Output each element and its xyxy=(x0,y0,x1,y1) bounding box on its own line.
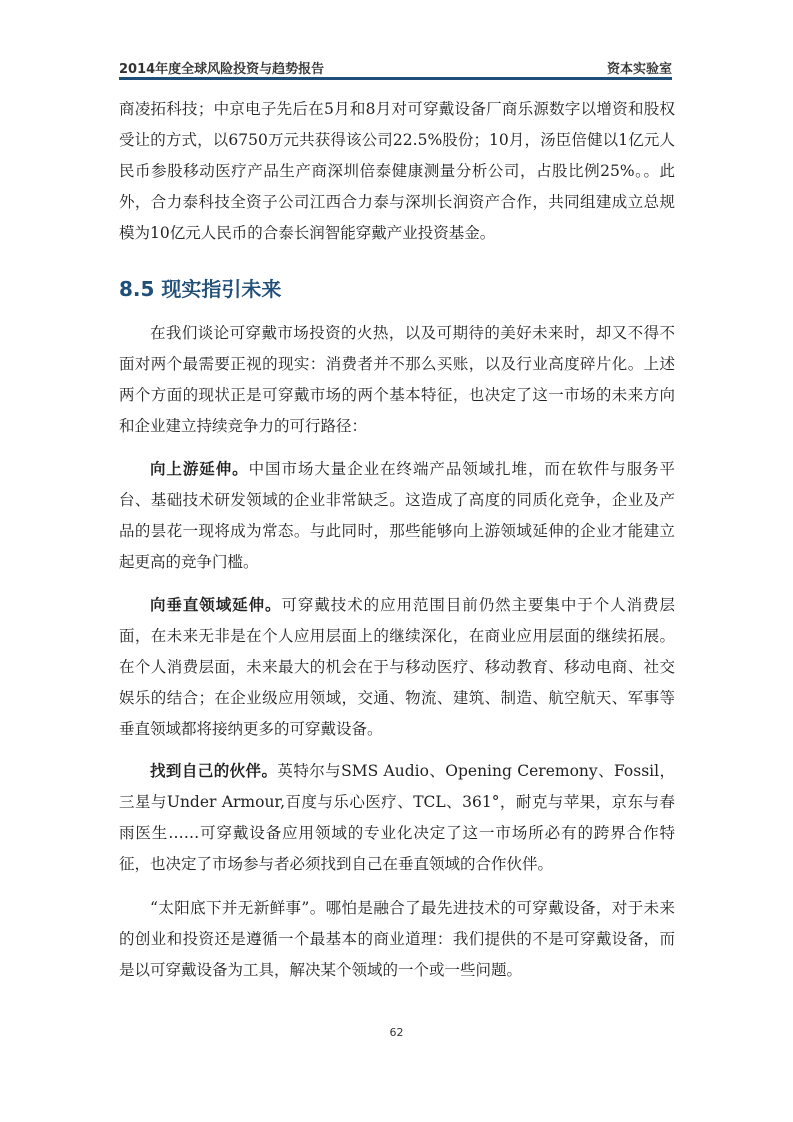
page-header xyxy=(119,58,672,76)
intro-paragraph: 商凌拓科技；中京电子先后在5月和8月对可穿戴设备厂商乐源数字以增资和股权受让的方式，以6750万元共获得该公司22.5%股份；10月，汤臣倍健以1亿元人民币参股移动医疗产品生产商深圳倍泰健康测量分析公司，占股比例25%。。此外，合力泰科技全资子公司江西合力泰与深圳长润资产合作，共同组建成立总规模为10亿元人民币的合泰长润智能穿戴产业投资基金。 xyxy=(119,100,675,242)
point-vertical-lead: 向垂直领域延伸。 xyxy=(150,596,282,614)
point-vertical-text: 可穿戴技术的应用范围目前仍然主要集中于个人消费层面，在未来无非是在个人应用层面上的继续深化，在商业应用层面的继续拓展。在个人消费层面，未来最大的机会在于与移动医疗、移动教育、移动电商、社交娱乐的结合；在企业级应用领域，交通、物流、建筑、制造、航空航天、军事等垂直领域都将接纳更多的可穿戴设备。 xyxy=(119,596,675,738)
point-upstream-lead: 向上游延伸。 xyxy=(150,460,249,478)
point-vertical xyxy=(119,590,675,745)
report-title: 2014年度全球风险投资与趋势报告 xyxy=(119,62,325,77)
section-heading: 8.5 现实指引未来 xyxy=(119,277,282,301)
publisher-name: 资本实验室 xyxy=(606,62,672,77)
point-upstream xyxy=(119,454,675,578)
point-upstream-text: 中国市场大量企业在终端产品领域扎堆，而在软件与服务平台、基础技术研发领域的企业非常缺乏。这造成了高度的同质化竞争，企业及产品的昙花一现将成为常态。与此同时，那些能够向上游领域延伸的企业才能建立起更高的竞争门槛。 xyxy=(119,460,675,571)
header-divider xyxy=(119,77,672,80)
closing-paragraph: “太阳底下并无新鲜事”。哪怕是融合了最先进技术的可穿戴设备，对于未来的创业和投资还是遵循一个最基本的商业道理：我们提供的不是可穿戴设备，而是以可穿戴设备为工具，解决某个领域的一个或一些问题。 xyxy=(119,899,675,979)
point-partners-lead: 找到自己的伙伴。 xyxy=(150,762,278,780)
page-number: 62 xyxy=(389,1026,404,1039)
section-paragraph-1: 在我们谈论可穿戴市场投资的火热，以及可期待的美好未来时，却又不得不面对两个最需要正视的现实：消费者并不那么买账，以及行业高度碎片化。上述两个方面的现状正是可穿戴市场的两个基本特征，也决定了这一市场的未来方向和企业建立持续竞争力的可行路径： xyxy=(119,324,675,435)
point-partners-text: 英特尔与SMS Audio、Opening Ceremony、Fossil，三星与Under Armour,百度与乐心医疗、TCL、361°，耐克与苹果，京东与春雨医生……可穿戴设备应用领域的专业化决定了这一市场所必有的跨界合作特征，也决定了市场参与者必须找到自己在垂直领域的合作伙伴。 xyxy=(119,762,675,873)
point-partners xyxy=(119,756,675,880)
